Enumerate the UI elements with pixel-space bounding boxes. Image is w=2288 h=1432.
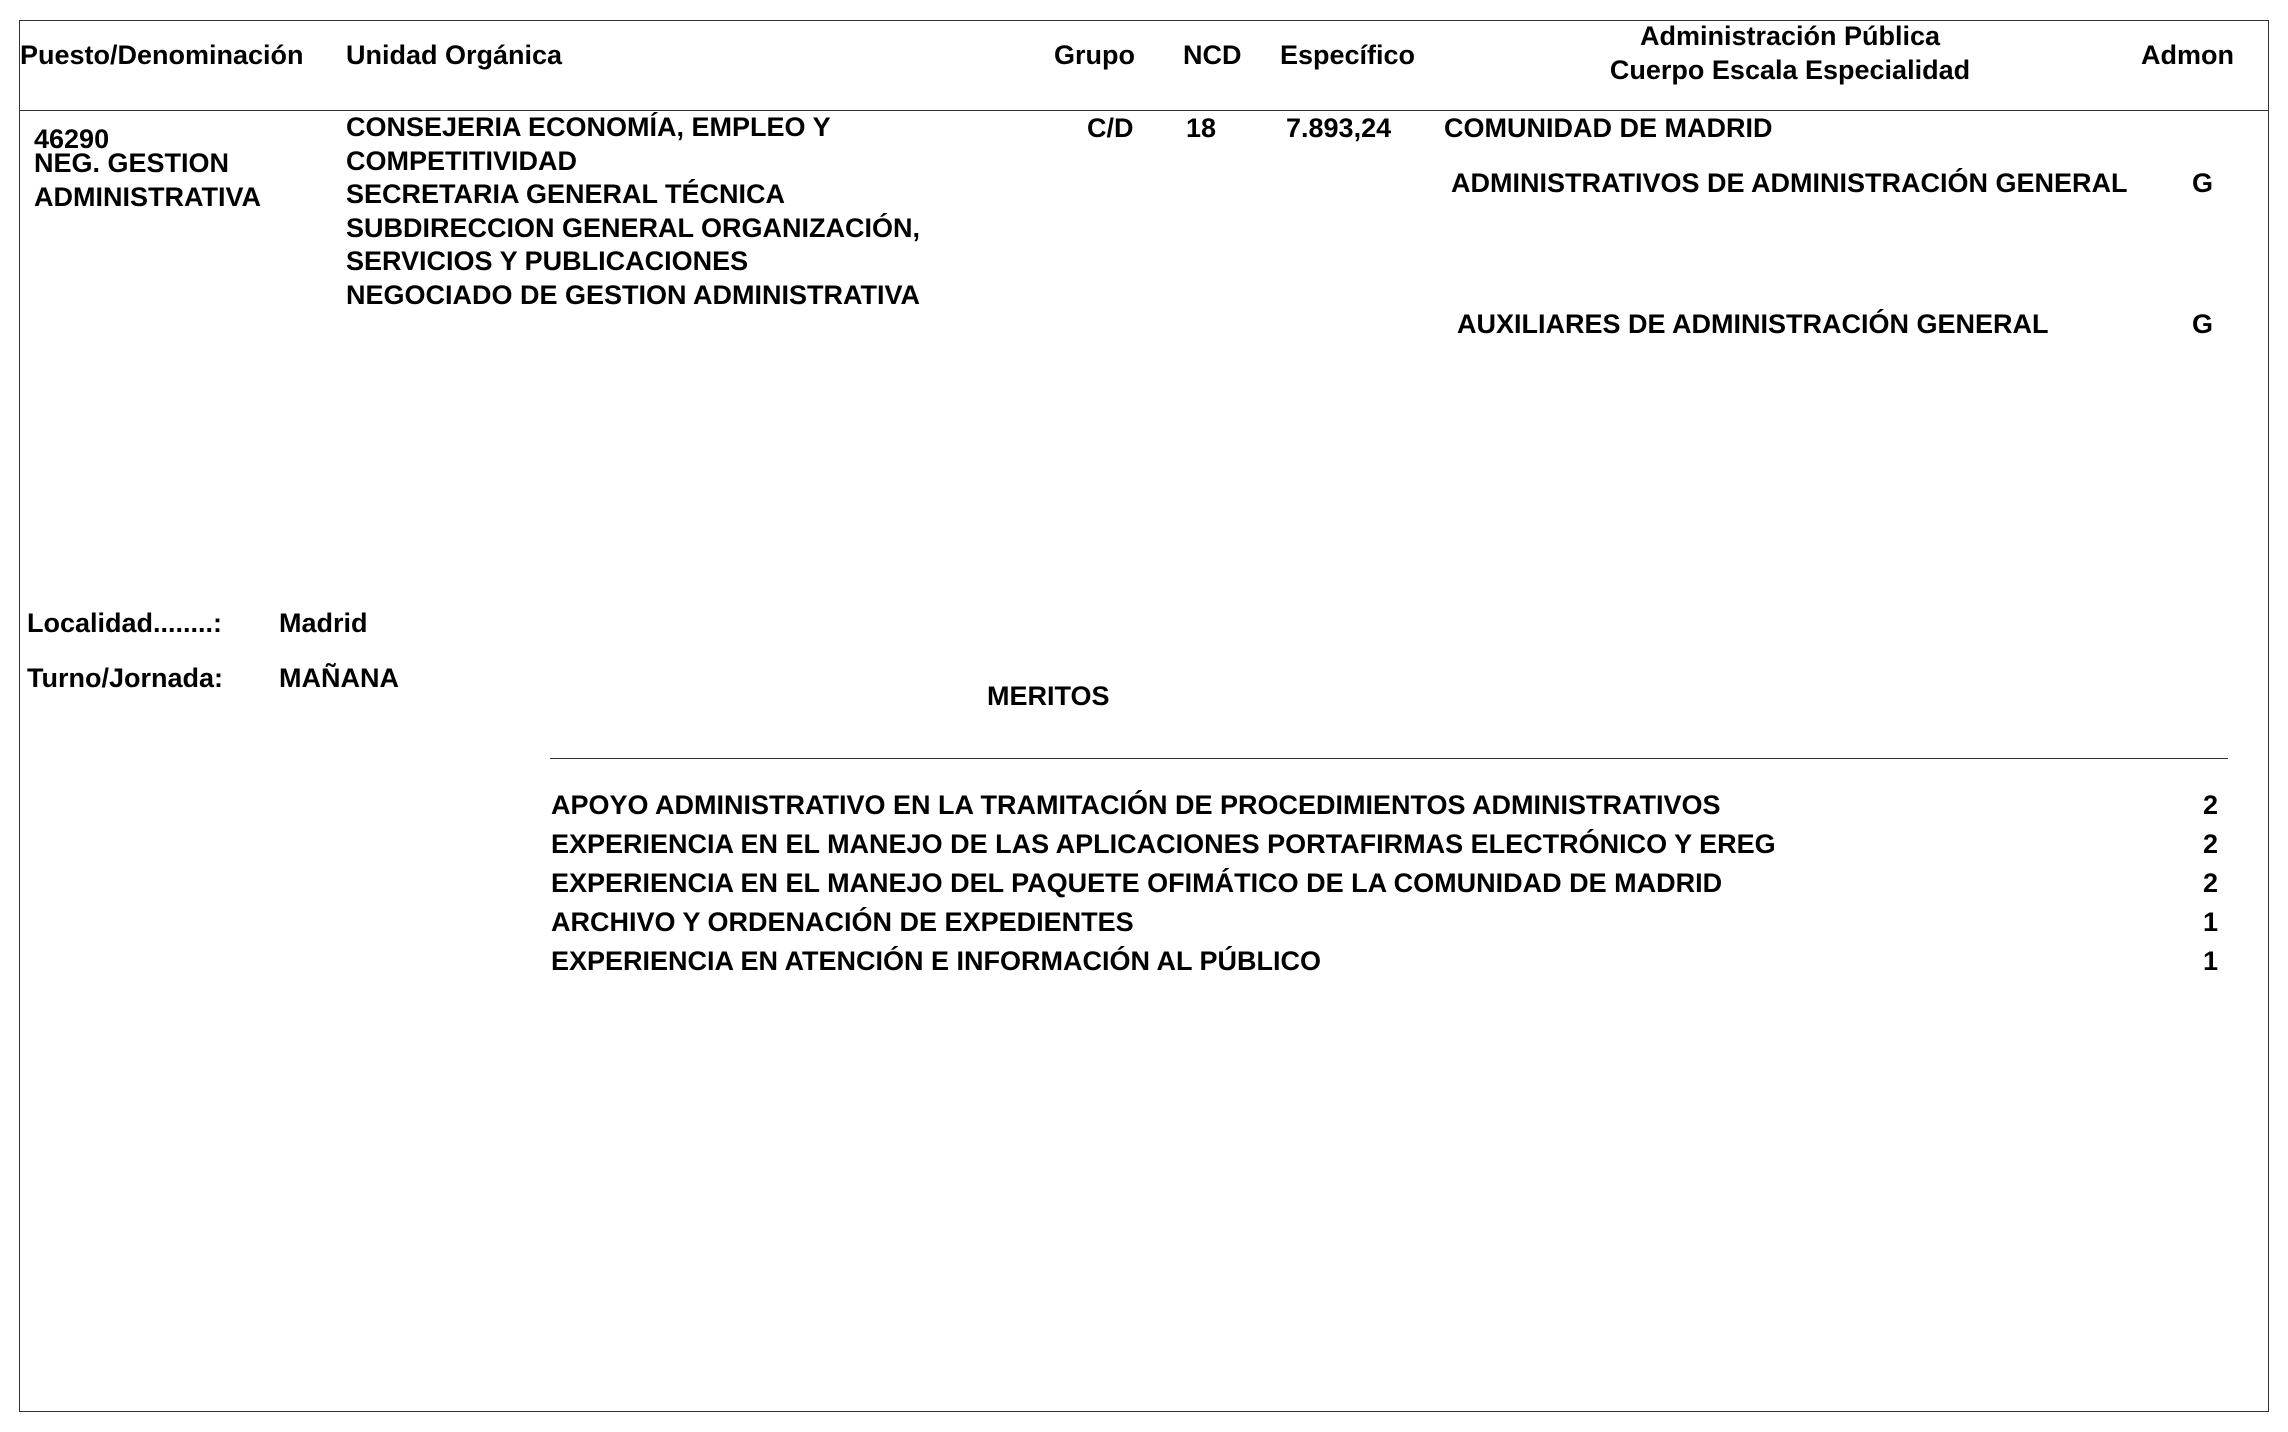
merito-points: 2 bbox=[2202, 790, 2218, 820]
especifico-value: 7.893,24 bbox=[1286, 113, 1392, 143]
merito-text: APOYO ADMINISTRATIVO EN LA TRAMITACIÓN DE PROCEDIMIENTOS ADMINISTRATIVOS bbox=[551, 790, 1721, 820]
administracion-value: COMUNIDAD DE MADRID bbox=[1444, 113, 1773, 143]
puesto-codigo: 46290 bbox=[34, 124, 110, 154]
cuerpo-admon: G bbox=[2192, 309, 2214, 339]
merito-points: 2 bbox=[2202, 868, 2218, 898]
ncd-value: 18 bbox=[1186, 113, 1217, 143]
header-admin-publica: Administración Pública bbox=[1639, 21, 1941, 51]
puesto-denominacion bbox=[34, 147, 261, 214]
merito-text: ARCHIVO Y ORDENACIÓN DE EXPEDIENTES bbox=[551, 907, 1134, 937]
unidad-line: NEGOCIADO DE GESTION ADMINISTRATIVA bbox=[346, 279, 921, 310]
unidad-line: COMPETITIVIDAD bbox=[346, 145, 578, 176]
merito-points: 1 bbox=[2202, 907, 2218, 937]
unidad-organica bbox=[346, 111, 920, 312]
cuerpo-nombre: ADMINISTRATIVOS DE ADMINISTRACIÓN GENERAL bbox=[1451, 168, 2128, 198]
grupo-value: C/D bbox=[1087, 113, 1134, 143]
denominacion-line: ADMINISTRATIVA bbox=[34, 181, 261, 212]
header-puesto: Puesto/Denominación bbox=[20, 40, 304, 70]
meritos-title: MERITOS bbox=[987, 681, 1110, 711]
unidad-line: SECRETARIA GENERAL TÉCNICA bbox=[346, 179, 786, 209]
header-ncd: NCD bbox=[1183, 40, 1242, 70]
denominacion-line: NEG. GESTION bbox=[34, 148, 230, 178]
header-especifico: Específico bbox=[1280, 40, 1416, 70]
header-admon: Admon bbox=[2141, 40, 2234, 70]
unidad-line: CONSEJERIA ECONOMÍA, EMPLEO Y bbox=[346, 112, 831, 142]
merito-text: EXPERIENCIA EN EL MANEJO DEL PAQUETE OFIMÁTICO DE LA COMUNIDAD DE MADRID bbox=[551, 868, 1723, 898]
header-grupo: Grupo bbox=[1054, 40, 1135, 70]
merito-points: 1 bbox=[2202, 946, 2218, 976]
turno-value: MAÑANA bbox=[279, 663, 399, 693]
header-cuerpo-escala: Cuerpo Escala Especialidad bbox=[1609, 55, 1971, 85]
meritos-divider bbox=[550, 758, 2228, 759]
merito-text: EXPERIENCIA EN ATENCIÓN E INFORMACIÓN AL PÚBLICO bbox=[551, 946, 1322, 976]
unidad-line: SERVICIOS Y PUBLICACIONES bbox=[346, 246, 749, 276]
localidad-value: Madrid bbox=[279, 608, 368, 638]
localidad-label: Localidad........: bbox=[27, 608, 223, 638]
merito-points: 2 bbox=[2202, 829, 2218, 859]
turno-label: Turno/Jornada: bbox=[27, 663, 224, 693]
merito-text: EXPERIENCIA EN EL MANEJO DE LAS APLICACIONES PORTAFIRMAS ELECTRÓNICO Y EREG bbox=[551, 829, 1776, 859]
header-unidad: Unidad Orgánica bbox=[346, 40, 563, 70]
cuerpo-nombre: AUXILIARES DE ADMINISTRACIÓN GENERAL bbox=[1457, 309, 2049, 339]
unidad-line: SUBDIRECCION GENERAL ORGANIZACIÓN, bbox=[346, 212, 921, 243]
cuerpo-admon: G bbox=[2192, 168, 2214, 198]
